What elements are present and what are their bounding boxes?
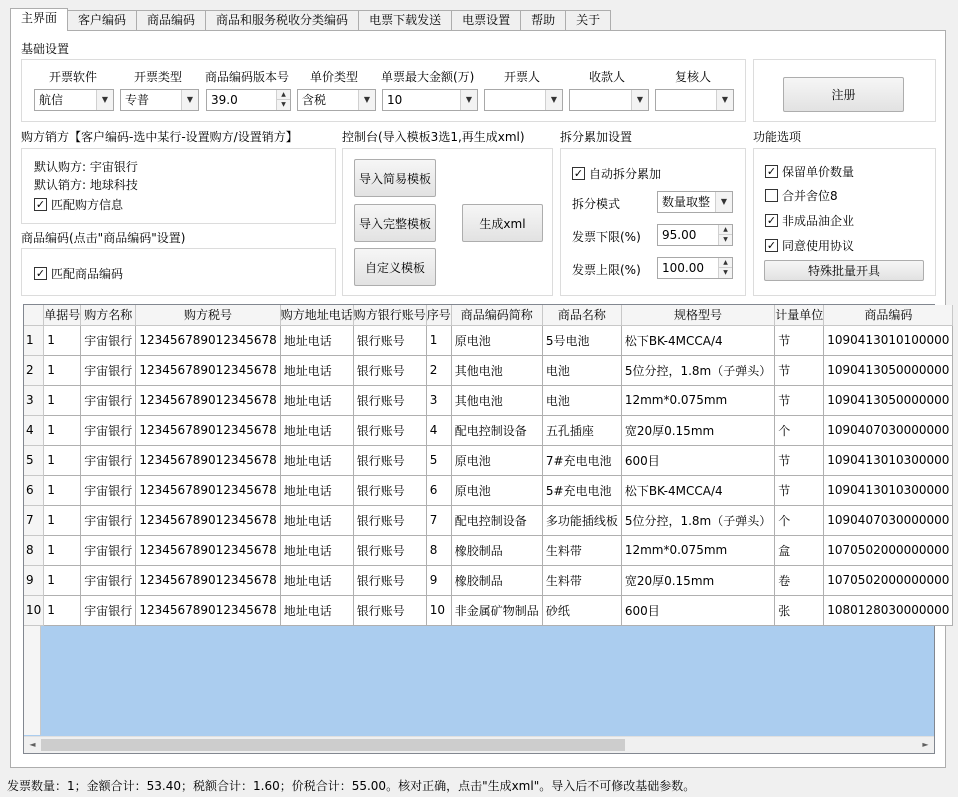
table-cell[interactable]: 地址电话 [280,355,353,385]
table-cell[interactable]: 1 [426,325,451,355]
agree-terms-checkbox[interactable]: ✓ 同意使用协议 [766,239,855,253]
table-cell[interactable]: 10 [426,595,451,625]
buyer-seller-title: 购方销方【客户编码-选中某行-设置购方/设置销方】 [21,130,298,144]
buyer-seller-group [21,148,336,224]
table-cell[interactable]: 地址电话 [280,415,353,445]
max-amount-label: 单票最大金额(万) [381,70,475,84]
spin-down-icon[interactable]: ▼ [723,236,728,243]
table-cell[interactable]: 123456789012345678 [136,385,280,415]
table-cell[interactable]: 宽20厚0.15mm [621,415,774,445]
main-tabbar [10,9,610,31]
row-header-cell[interactable]: 4 [24,415,44,445]
basic-settings-title: 基础设置 [21,42,70,56]
basic-settings-group [21,59,746,122]
table-cell[interactable]: 9 [426,565,451,595]
row-header-cell[interactable]: 7 [24,505,44,535]
table-cell[interactable]: 地址电话 [280,385,353,415]
checkbox-empty [765,189,778,202]
table-cell[interactable]: 松下BK-4MCCA/4 [621,475,774,505]
table-cell[interactable]: 原电池 [451,445,542,475]
table-cell[interactable]: 1070502000000000 [824,535,953,565]
column-header[interactable]: 购方地址电话 [280,305,353,325]
chevron-down-icon: ▼ [96,90,113,110]
reviewer-label: 复核人 [675,70,712,84]
table-cell[interactable]: 5 [426,445,451,475]
table-cell[interactable]: 1090413010100000 [824,325,953,355]
chevron-down-icon: ▼ [358,90,375,110]
table-cell[interactable]: 12mm*0.075mm [621,385,774,415]
chevron-down-icon: ▼ [460,90,477,110]
column-header[interactable]: 单据号 [44,305,81,325]
table-cell[interactable]: 配电控制设备 [451,505,542,535]
chevron-down-icon: ▼ [545,90,562,110]
table-cell[interactable]: 节 [775,475,824,505]
generate-xml-button[interactable]: 生成xml [462,204,543,242]
main-tab-page [10,30,950,768]
column-header[interactable]: 计量单位 [775,305,824,325]
reviewer-select[interactable] [655,89,734,111]
table-row[interactable] [24,475,953,505]
horizontal-scrollbar[interactable] [24,736,934,753]
table-cell[interactable]: 原电池 [451,325,542,355]
table-cell[interactable]: 银行账号 [353,565,426,595]
chevron-down-icon: ▼ [631,90,648,110]
console-group [342,148,553,296]
invoice-type-select[interactable]: 专普 ▼ [120,89,199,111]
payee-select[interactable] [569,89,649,111]
table-cell[interactable]: 宇宙银行 [81,595,136,625]
table-cell[interactable]: 123456789012345678 [136,325,280,355]
column-header[interactable]: 序号 [426,305,451,325]
table-cell[interactable]: 123456789012345678 [136,565,280,595]
table-row[interactable] [24,385,953,415]
non-oil-enterprise-checkbox[interactable]: ✓ 非成品油企业 [766,214,855,228]
table-cell[interactable]: 个 [775,505,824,535]
table-cell[interactable]: 电池 [542,355,621,385]
table-cell[interactable]: 123456789012345678 [136,505,280,535]
table-cell[interactable]: 银行账号 [353,535,426,565]
check-icon: ✓ [766,239,777,252]
table-cell[interactable]: 非金属矿物制品 [451,595,542,625]
table-cell[interactable]: 1 [44,385,81,415]
table-cell[interactable]: 橡胶制品 [451,565,542,595]
check-icon: ✓ [35,267,46,280]
table-cell[interactable]: 银行账号 [353,595,426,625]
table-cell[interactable]: 1 [44,325,81,355]
import-full-template-button[interactable]: 导入完整模板 [354,204,436,242]
table-cell[interactable]: 1 [44,445,81,475]
tab-einvoice-download[interactable]: 电票下载发送 [358,10,452,31]
table-row[interactable] [24,325,953,355]
drawer-select[interactable] [484,89,563,111]
table-cell[interactable]: 2 [426,355,451,385]
table-cell[interactable]: 地址电话 [280,535,353,565]
table-cell[interactable]: 宇宙银行 [81,385,136,415]
table-cell[interactable]: 宇宙银行 [81,475,136,505]
table-cell[interactable]: 7 [426,505,451,535]
table-cell[interactable]: 123456789012345678 [136,595,280,625]
table-cell[interactable]: 宇宙银行 [81,505,136,535]
price-type-label: 单价类型 [310,70,359,84]
check-icon: ✓ [766,214,777,227]
table-header-row [24,305,953,325]
table-cell[interactable]: 银行账号 [353,325,426,355]
table-cell[interactable]: 1080128030000000 [824,595,953,625]
invoice-software-label: 开票软件 [49,70,98,84]
row-header-cell[interactable]: 2 [24,355,44,385]
table-cell[interactable]: 1070502000000000 [824,565,953,595]
table-row[interactable] [24,505,953,535]
row-header-cell[interactable]: 8 [24,535,44,565]
table-cell[interactable]: 1090413050000000 [824,355,953,385]
table-row[interactable] [24,445,953,475]
chevron-down-icon: ▼ [715,192,732,212]
invoice-data-grid[interactable] [23,304,950,754]
auto-split-checkbox[interactable]: ✓ 自动拆分累加 [573,167,662,181]
goods-code-title: 商品编码(点击"商品编码"设置) [21,231,186,245]
column-header[interactable]: 购方名称 [81,305,136,325]
spin-up-icon[interactable]: ▲ [719,225,732,235]
table-cell[interactable]: 银行账号 [353,445,426,475]
table-cell[interactable]: 123456789012345678 [136,535,280,565]
match-goods-checkbox[interactable]: ✓ 匹配商品编码 [35,267,124,281]
table-cell[interactable]: 1 [44,505,81,535]
table-cell[interactable]: 原电池 [451,475,542,505]
table-cell[interactable]: 宇宙银行 [81,325,136,355]
goods-code-version-spinner[interactable]: 39.0 ▲ ▼ [206,89,291,111]
table-row[interactable] [24,535,953,565]
invoice-table [24,305,953,626]
table-cell[interactable]: 五孔插座 [542,415,621,445]
table-cell[interactable]: 5号电池 [542,325,621,355]
table-cell[interactable]: 5位分控，1.8m（子弹头） [621,355,774,385]
options-group [753,148,936,296]
column-header[interactable]: 商品名称 [542,305,621,325]
invoice-lower-limit-label: 发票下限(%) [572,230,641,244]
tab-tax-classification-code[interactable]: 商品和服务税收分类编码 [205,10,359,31]
table-cell[interactable]: 8 [426,535,451,565]
table-cell[interactable]: 宽20厚0.15mm [621,565,774,595]
table-cell[interactable]: 橡胶制品 [451,535,542,565]
column-header[interactable]: 购方银行账号 [353,305,426,325]
table-cell[interactable]: 个 [775,415,824,445]
corner-header-cell [24,305,44,325]
tab-customer-code[interactable]: 客户编码 [67,10,137,31]
check-icon: ✓ [573,167,584,180]
table-cell[interactable]: 123456789012345678 [136,475,280,505]
price-type-select[interactable]: 含税 ▼ [297,89,376,111]
invoice-type-label: 开票类型 [134,70,183,84]
table-cell[interactable]: 银行账号 [353,505,426,535]
table-cell[interactable]: 600目 [621,595,774,625]
status-bar-text: 发票数量：1；金额合计：53.40；税额合计：1.60；价税合计：55.00。核对正确，点击"生成xml"。导入后不可修改基础参数。 [7,779,696,793]
table-cell[interactable]: 123456789012345678 [136,355,280,385]
table-cell[interactable]: 生料带 [542,535,621,565]
tab-einvoice-settings[interactable]: 电票设置 [451,10,521,31]
table-cell[interactable]: 配电控制设备 [451,415,542,445]
table-row[interactable] [24,565,953,595]
split-mode-select[interactable]: 数量取整 ▼ [657,191,733,213]
split-settings-title: 拆分累加设置 [560,130,633,144]
table-cell[interactable]: 7#充电电池 [542,445,621,475]
max-amount-select[interactable]: 10 ▼ [382,89,478,111]
column-header[interactable]: 商品编码 [824,305,953,325]
goods-code-version-label: 商品编码版本号 [205,70,290,84]
table-cell[interactable]: 5#充电电池 [542,475,621,505]
column-header[interactable]: 规格型号 [621,305,774,325]
scroll-right-icon[interactable]: ► [922,740,929,749]
table-cell[interactable]: 其他电池 [451,385,542,415]
table-cell[interactable]: 600目 [621,445,774,475]
check-icon: ✓ [35,198,46,211]
row-header-cell[interactable]: 5 [24,445,44,475]
table-cell[interactable]: 松下BK-4MCCA/4 [621,325,774,355]
table-cell[interactable]: 1090407030000000 [824,415,953,445]
table-cell[interactable]: 地址电话 [280,325,353,355]
spin-up-icon[interactable]: ▲ [277,90,290,100]
row-header-cell[interactable]: 3 [24,385,44,415]
scroll-thumb[interactable] [41,739,625,751]
invoice-software-select[interactable]: 航信 ▼ [34,89,114,111]
row-header-cell[interactable]: 9 [24,565,44,595]
row-header-cell[interactable]: 6 [24,475,44,505]
custom-template-button[interactable]: 自定义模板 [354,248,436,286]
table-cell[interactable]: 银行账号 [353,385,426,415]
table-cell[interactable]: 1 [44,415,81,445]
table-cell[interactable]: 宇宙银行 [81,355,136,385]
table-cell[interactable]: 1 [44,475,81,505]
table-cell[interactable]: 123456789012345678 [136,445,280,475]
register-button[interactable]: 注册 [783,77,904,112]
check-icon: ✓ [766,165,777,178]
row-header-cell[interactable]: 1 [24,325,44,355]
drawer-label: 开票人 [504,70,541,84]
spin-down-icon[interactable]: ▼ [723,269,728,276]
invoice-lower-limit-spinner[interactable]: 95.00 ▲ ▼ [657,224,733,246]
payee-label: 收款人 [589,70,626,84]
table-cell[interactable]: 宇宙银行 [81,565,136,595]
table-cell[interactable]: 1 [44,535,81,565]
table-cell[interactable]: 1 [44,355,81,385]
chevron-down-icon: ▼ [716,90,733,110]
merge-decimal-checkbox[interactable]: 合并舍位8 [765,187,838,204]
special-batch-button[interactable]: 特殊批量开具 [764,260,924,281]
tab-goods-code[interactable]: 商品编码 [136,10,206,31]
table-cell[interactable]: 地址电话 [280,595,353,625]
split-mode-label: 拆分模式 [572,197,621,211]
table-cell[interactable]: 地址电话 [280,445,353,475]
split-settings-group [560,148,746,296]
table-cell[interactable]: 电池 [542,385,621,415]
tab-about[interactable]: 关于 [565,10,611,31]
tab-main[interactable]: 主界面 [10,8,68,31]
default-seller-text: 默认销方: 地球科技 [34,178,138,192]
table-cell[interactable]: 银行账号 [353,355,426,385]
scroll-left-icon[interactable]: ◄ [29,740,36,749]
table-cell[interactable]: 1 [44,595,81,625]
table-cell[interactable]: 节 [775,355,824,385]
table-cell[interactable]: 节 [775,445,824,475]
table-cell[interactable]: 地址电话 [280,505,353,535]
table-cell[interactable]: 5位分控，1.8m（子弹头） [621,505,774,535]
options-title: 功能选项 [753,130,802,144]
match-buyer-checkbox[interactable]: ✓ 匹配购方信息 [35,198,124,212]
table-cell[interactable]: 1 [44,565,81,595]
table-cell[interactable]: 砂纸 [542,595,621,625]
chevron-down-icon: ▼ [181,90,198,110]
table-cell[interactable]: 其他电池 [451,355,542,385]
table-cell[interactable]: 多功能插线板 [542,505,621,535]
table-row[interactable] [24,595,953,625]
table-cell[interactable]: 节 [775,325,824,355]
column-header[interactable]: 购方税号 [136,305,280,325]
row-header-cell[interactable]: 10 [24,595,44,625]
register-group [753,59,936,122]
spin-down-icon[interactable]: ▼ [281,101,286,108]
table-cell[interactable]: 银行账号 [353,475,426,505]
table-cell[interactable]: 1090407030000000 [824,505,953,535]
table-body [24,325,953,625]
table-cell[interactable]: 地址电话 [280,475,353,505]
table-cell[interactable]: 银行账号 [353,415,426,445]
table-cell[interactable]: 卷 [775,565,824,595]
table-cell[interactable]: 节 [775,385,824,415]
default-buyer-text: 默认购方: 宇宙银行 [34,160,138,174]
table-cell[interactable]: 生料带 [542,565,621,595]
table-cell[interactable]: 宇宙银行 [81,535,136,565]
table-cell[interactable]: 12mm*0.075mm [621,535,774,565]
table-cell[interactable]: 6 [426,475,451,505]
invoice-upper-limit-label: 发票上限(%) [572,263,641,277]
table-cell[interactable]: 1090413050000000 [824,385,953,415]
table-cell[interactable]: 宇宙银行 [81,445,136,475]
tab-help[interactable]: 帮助 [520,10,566,31]
console-title: 控制台(导入模板3选1,再生成xml) [342,130,525,144]
table-cell[interactable]: 张 [775,595,824,625]
spin-up-icon[interactable]: ▲ [719,258,732,268]
column-header[interactable]: 商品编码简称 [451,305,542,325]
table-cell[interactable]: 宇宙银行 [81,415,136,445]
table-cell[interactable]: 123456789012345678 [136,415,280,445]
import-simple-template-button[interactable]: 导入简易模板 [354,159,436,197]
table-cell[interactable]: 盒 [775,535,824,565]
keep-price-qty-checkbox[interactable]: ✓ 保留单价数量 [766,165,855,179]
goods-code-group [21,248,336,296]
invoice-upper-limit-spinner[interactable]: 100.00 ▲ ▼ [657,257,733,279]
table-cell[interactable]: 1090413010300000 [824,475,953,505]
table-cell[interactable]: 3 [426,385,451,415]
table-cell[interactable]: 4 [426,415,451,445]
table-row[interactable] [24,415,953,445]
table-row[interactable] [24,355,953,385]
table-cell[interactable]: 地址电话 [280,565,353,595]
table-cell[interactable]: 1090413010300000 [824,445,953,475]
